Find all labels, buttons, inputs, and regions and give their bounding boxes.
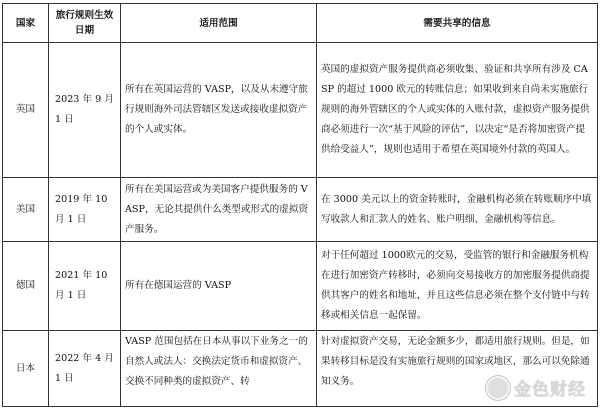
cell-country: 美国 [3,178,49,242]
header-info-shared: 需要共享的信息 [317,4,598,43]
header-country: 国家 [3,4,49,43]
cell-country: 英国 [3,43,49,178]
cell-info: 英国的虚拟资产服务提供商必须收集、验证和共享所有涉及 CASP 的超过 1000 欧元的转账信息；如果收到来自尚未实施旅行规则的海外管辖区的个人或实体的入账付款，虚拟资产服务提供商必须进行一次“基于风险的评估”，以决定“是否将加密资产提供给受益人”，规则也适用于希望在英国境外付款的英国人。 [317,43,598,178]
table-row [3,242,598,331]
cell-info: 针对虚拟资产交易，无论金额多少，都适用旅行规则。但是，如果转移目标是没有实施旅行规则的国家或地区，那么可以免除通知义务。 [317,331,598,407]
cell-date: 2021 年 10 月 1 日 [49,242,121,331]
cell-info: 对于任何超过 1000欧元的交易，受监管的银行和金融服务机构在进行加密资产转移时，必须向交易接收方的加密服务提供商提供其客户的姓名和地址，并且这些信息必须在整个支付链中与转移或相关信息一起保留。 [317,242,598,331]
header-effective-date: 旅行规则生效日期 [49,4,121,43]
table-row [3,43,598,178]
cell-date: 2019 年 10 月 1 日 [49,178,121,242]
cell-scope: 所有在英国运营的 VASP，以及从未遵守旅行规则海外司法管辖区发送或接收虚拟资产的个人或实体。 [121,43,317,178]
travel-rule-table [2,3,598,407]
cell-scope: 所有在美国运营或为美国客户提供服务的 VASP，无论其提供什么类型或形式的虚拟资产服务。 [121,178,317,242]
cell-date: 2022 年 4 月 1 日 [49,331,121,407]
cell-scope: 所有在德国运营的 VASP [121,242,317,331]
table-header-row [3,4,598,43]
cell-country: 日本 [3,331,49,407]
header-scope: 适用范围 [121,4,317,43]
cell-country: 德国 [3,242,49,331]
cell-info: 在 3000 美元以上的资金转账时，金融机构必须在转账顺序中填写收款人和汇款人的姓名、账户明细、金融机构等信息。 [317,178,598,242]
watermark-text: 金色财经 [514,380,586,400]
cell-date: 2023 年 9 月 1 日 [49,43,121,178]
table-row [3,178,598,242]
jinse-logo-icon [486,376,510,400]
watermark [486,375,586,400]
cell-scope: VASP 范围包括在日本从事以下业务之一的自然人或法人：交换法定货币和虚拟资产、交换不同种类的虚拟资产、转 [121,331,317,407]
